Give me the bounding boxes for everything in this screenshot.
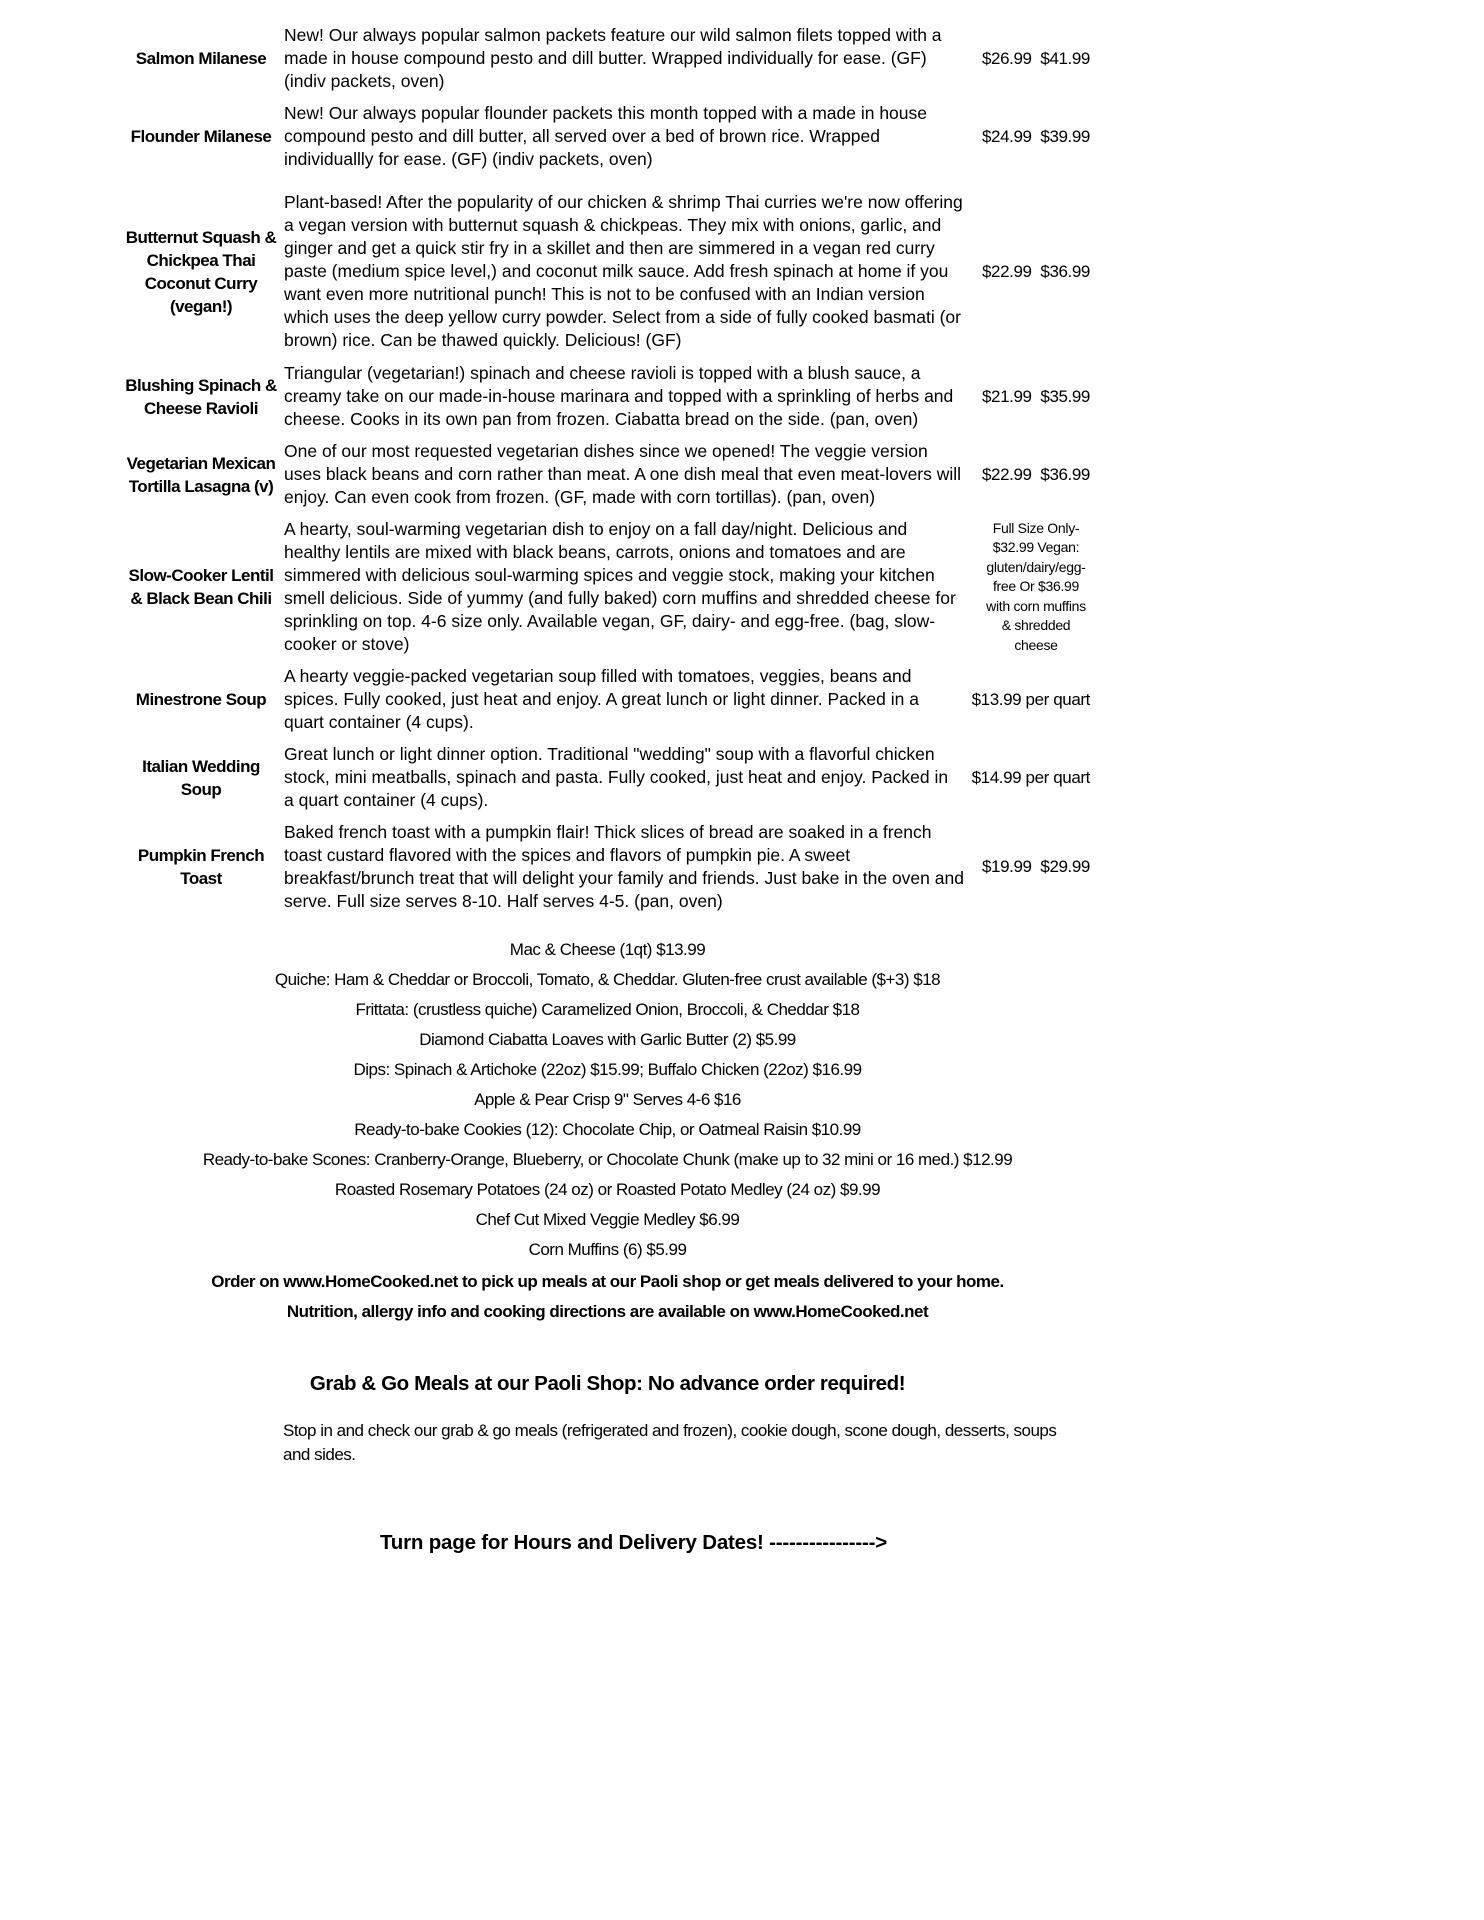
special-item-dips: Dips: Spinach & Artichoke (22oz) $15.99; Buffalo Chicken (22oz) $16.99	[353, 1060, 862, 1079]
item-name: Blushing Spinach & Cheese Ravioli	[125, 375, 277, 418]
price-half: $22.99	[982, 464, 1032, 484]
item-description: Great lunch or light dinner option. Traditional "wedding" soup with a flavorful chicken stock, mini meatballs, spinach and pasta. Fully cooked, just heat and enjoy. Packed in a quart container (4 cups).	[284, 744, 949, 810]
item-prices	[982, 465, 1090, 485]
special-item-veggie-medley: Chef Cut Mixed Veggie Medley $6.99	[475, 1210, 740, 1229]
price-half: $22.99	[982, 261, 1032, 281]
item-description: One of our most requested vegetarian dishes since we opened! The veggie version uses black beans and corn rather than meat. A one dish meal that even meat-lovers will enjoy. Can even cook from frozen. (GF, made with corn tortillas). (pan, oven)	[284, 441, 962, 507]
turn-page-note: Turn page for Hours and Delivery Dates! ---------------->	[380, 1531, 887, 1554]
order-instructions-line: Order on www.HomeCooked.net to pick up meals at our Paoli shop or get meals delivered to your home.	[211, 1272, 1004, 1291]
item-name: Pumpkin French Toast	[137, 846, 265, 888]
price-half: $24.99	[982, 126, 1032, 146]
special-item-apple-pear-crisp: Apple & Pear Crisp 9" Serves 4-6 $16	[474, 1090, 741, 1109]
price-half: $26.99	[982, 48, 1032, 68]
item-prices	[982, 387, 1090, 407]
price-full: $36.99	[1040, 464, 1090, 484]
special-item-quiche: Quiche: Ham & Cheddar or Broccoli, Tomato, & Cheddar. Gluten-free crust available ($+3) $18	[274, 970, 941, 989]
item-price-note: $14.99 per quart	[971, 767, 1090, 787]
item-description: Triangular (vegetarian!) spinach and cheese ravioli is topped with a blush sauce, a creamy take on our made-in-house marinara and topped with a sprinkling of herbs and cheese. Cooks in its own pan from frozen. Ciabatta bread on the side. (pan, oven)	[284, 363, 954, 429]
menu-item-row-butternut-curry	[125, 191, 1090, 352]
item-name: Italian Wedding Soup	[142, 756, 260, 799]
price-full: $35.99	[1040, 386, 1090, 406]
item-name: Salmon Milanese	[135, 49, 267, 68]
item-description: Plant-based! After the popularity of our chicken & shrimp Thai curries we're now offering a vegan version with butternut squash & chickpeas. They mix with onions, garlic, and ginger and get a quick stir fry in a skillet and then are simmered in a vegan red curry paste (medium spice level,) and coconut milk sauce. Add fresh spinach at home if you want even more nutritional punch! This is not to be confused with an Indian version which uses the deep yellow curry powder. Select from a side of fully cooked basmati (or brown) rice. Can be thawed quickly. Delicious! (GF)	[284, 192, 963, 350]
price-full: $29.99	[1040, 857, 1090, 876]
item-name: Butternut Squash & Chickpea Thai Coconut Curry (vegan!)	[125, 227, 277, 316]
item-description: A hearty veggie-packed vegetarian soup filled with tomatoes, veggies, beans and spices. Fully cooked, just heat and enjoy. A great lunch or light dinner. Packed in a quart container (4 cups).	[284, 666, 919, 732]
menu-item-row-pumpkin-french-toast	[125, 821, 1090, 913]
specials-list	[125, 939, 1090, 1261]
menu-item-row-lentil-chili	[125, 518, 1090, 656]
menu-item-row-flounder-milanese	[125, 102, 1090, 171]
item-description: New! Our always popular flounder packets this month topped with a made in house compound pesto and dill butter, all served over a bed of brown rice. Wrapped individuallly for ease. (GF) (indiv packets, oven)	[284, 103, 927, 169]
special-item-corn-muffins: Corn Muffins (6) $5.99	[528, 1240, 687, 1259]
menu-item-row-salmon-milanese	[125, 24, 1090, 93]
menu-item-row-tortilla-lasagna	[125, 440, 1090, 509]
menu-content	[125, 24, 1090, 1555]
nutrition-info-line: Nutrition, allergy info and cooking directions are available on www.HomeCooked.net	[286, 1302, 929, 1321]
item-prices	[982, 857, 1090, 877]
item-description: A hearty, soul-warming vegetarian dish to enjoy on a fall day/night. Delicious and healthy lentils are mixed with black beans, carrots, onions and tomatoes and are simmered with delicious soul-warming spices and veggie stock, making your kitchen smell delicious. Side of yummy (and fully baked) corn muffins and shredded cheese for sprinkling on top. 4-6 size only. Available vegan, GF, dairy- and egg-free. (bag, slow-cooker or stove)	[284, 519, 956, 654]
item-name: Vegetarian Mexican Tortilla Lasagna (v)	[126, 453, 276, 496]
item-prices	[982, 262, 1090, 282]
price-full: $39.99	[1040, 126, 1090, 146]
grab-and-go-description: Stop in and check our grab & go meals (refrigerated and frozen), cookie dough, scone dough, desserts, soups and sides.	[283, 1421, 1057, 1464]
special-item-frittata: Frittata: (crustless quiche) Caramelized Onion, Broccoli, & Cheddar $18	[355, 1000, 860, 1019]
special-item-roasted-potatoes: Roasted Rosemary Potatoes (24 oz) or Roasted Potato Medley (24 oz) $9.99	[334, 1180, 881, 1199]
price-full: $36.99	[1040, 261, 1090, 281]
item-price-note: $13.99 per quart	[971, 689, 1090, 709]
item-name: Minestrone Soup	[135, 690, 267, 709]
item-prices	[982, 49, 1090, 69]
item-description: New! Our always popular salmon packets feature our wild salmon filets topped with a made in house compound pesto and dill butter. Wrapped individually for ease. (GF) (indiv packets, oven)	[284, 25, 942, 91]
item-name: Flounder Milanese	[130, 127, 272, 146]
special-item-ciabatta-loaves: Diamond Ciabatta Loaves with Garlic Butter (2) $5.99	[419, 1030, 796, 1049]
menu-item-row-minestrone-soup	[125, 665, 1090, 734]
special-item-scones: Ready-to-bake Scones: Cranberry-Orange, Blueberry, or Chocolate Chunk (make up to 32 mini or 16 med.) $12.99	[202, 1150, 1013, 1169]
price-full: $41.99	[1040, 48, 1090, 68]
menu-item-row-blushing-ravioli	[125, 362, 1090, 431]
special-item-cookies: Ready-to-bake Cookies (12): Chocolate Chip, or Oatmeal Raisin $10.99	[354, 1120, 861, 1139]
price-half: $21.99	[982, 386, 1032, 406]
item-name: Slow-Cooker Lentil & Black Bean Chili	[128, 566, 274, 608]
item-prices	[982, 127, 1090, 147]
item-price-note: Full Size Only- $32.99 Vegan: gluten/dairy/egg-free Or $36.99 with corn muffins & shredded cheese	[986, 519, 1086, 653]
special-item-mac-and-cheese: Mac & Cheese (1qt) $13.99	[509, 940, 706, 959]
grab-and-go-heading: Grab & Go Meals at our Paoli Shop: No advance order required!	[309, 1372, 906, 1395]
menu-item-row-italian-wedding-soup	[125, 743, 1090, 812]
price-half: $19.99	[982, 857, 1032, 876]
item-description: Baked french toast with a pumpkin flair! Thick slices of bread are soaked in a french toast custard flavored with the spices and flavors of pumpkin pie. A sweet breakfast/brunch treat that will delight your family and friends. Just bake in the oven and serve. Full size serves 8-10. Half serves 4-5. (pan, oven)	[284, 822, 964, 911]
ordering-info	[125, 1271, 1090, 1323]
